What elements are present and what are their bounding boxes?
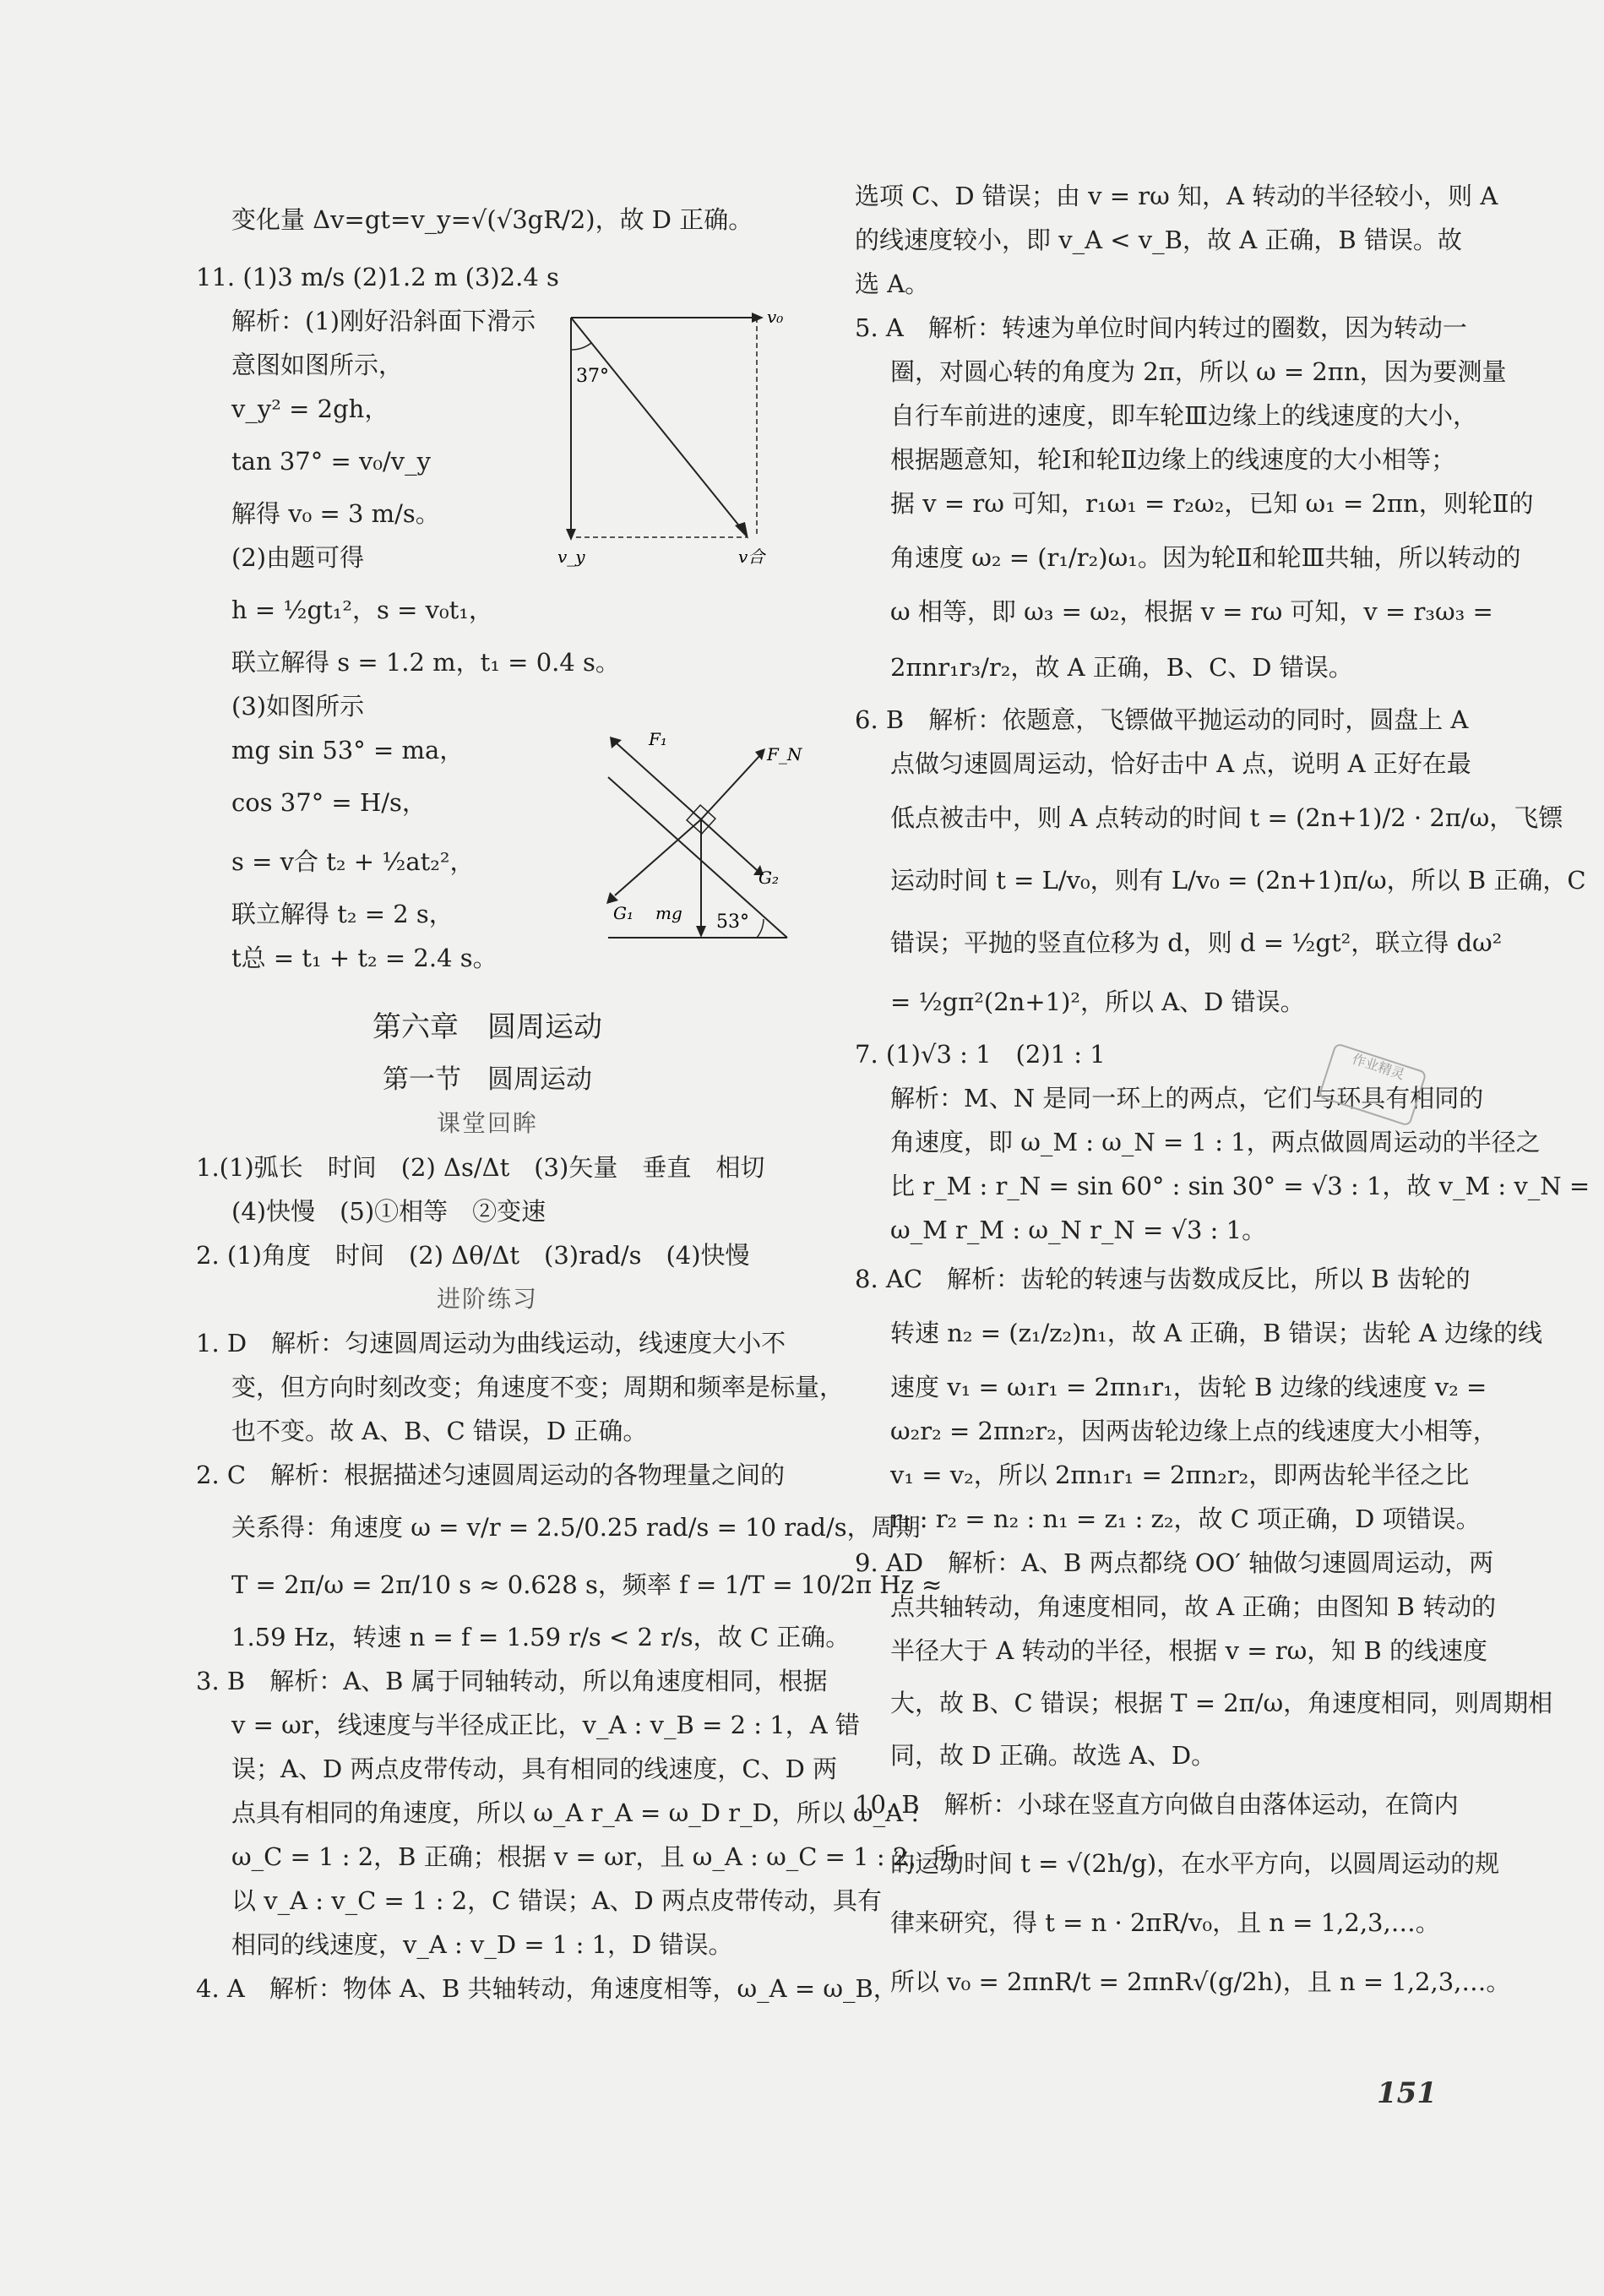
text-line: (3)如图所示 [231, 692, 365, 721]
answer-line: 角速度 ω₂ = (r₁/r₂)ω₁。因为轮Ⅱ和轮Ⅲ共轴，所以转动的 [890, 543, 1521, 572]
answer-line: 5. A 解析：转速为单位时间内转过的圈数，因为转动一 [855, 313, 1467, 342]
formula-line: tan 37° = v₀/v_y [231, 447, 432, 476]
answer-line: ω 相等，即 ω₃ = ω₂，根据 v = rω 可知，v = r₃ω₃ = [890, 597, 1493, 626]
answer-line: 变，但方向时刻改变；角速度不变；周期和频率是标量， [231, 1373, 845, 1401]
answer-line: 点具有相同的角速度，所以 ω_A r_A = ω_D r_D，所以 ω_A : [231, 1798, 920, 1827]
answer-line: 误；A、D 两点皮带传动，具有相同的线速度，C、D 两 [231, 1755, 838, 1783]
figure-force-diagram [591, 726, 802, 955]
answer-line: 以 v_A : v_C = 1 : 2，C 错误；A、D 两点皮带传动，具有 [231, 1886, 882, 1915]
subsection-title: 课堂回眸 [436, 1109, 538, 1137]
answer-line: 半径大于 A 转动的半径，根据 v = rω，知 B 的线速度 [890, 1636, 1487, 1665]
page-number: 151 [1377, 2076, 1437, 2110]
answer-line: 角速度，即 ω_M : ω_N = 1 : 1，两点做圆周运动的半径之 [890, 1128, 1541, 1156]
answer-line: v = ωr，线速度与半径成正比，v_A : v_B = 2 : 1，A 错 [231, 1711, 860, 1739]
answer-line: 10. B 解析：小球在竖直方向做自由落体运动，在筒内 [855, 1790, 1459, 1819]
answer-line: 圈，对圆心转的角度为 2π，所以 ω = 2πn，因为要测量 [890, 357, 1507, 386]
answer-line: 相同的线速度，v_A : v_D = 1 : 1，D 错误。 [231, 1930, 733, 1959]
answer-line: 2. C 解析：根据描述匀速圆周运动的各物理量之间的 [196, 1461, 786, 1489]
answer-line: T = 2π/ω = 2π/10 s ≈ 0.628 s，频率 f = 1/T = 10/2π Hz ≈ [231, 1570, 943, 1599]
text-line: 联立解得 t₂ = 2 s， [231, 900, 454, 928]
answer-line: 据 v = rω 可知，r₁ω₁ = r₂ω₂，已知 ω₁ = 2πn，则轮Ⅱ的 [890, 489, 1534, 518]
answer-line: 7. (1)√3 : 1 (2)1 : 1 [855, 1040, 1106, 1069]
answer-line: 8. AC 解析：齿轮的转速与齿数成反比，所以 B 齿轮的 [855, 1265, 1471, 1293]
answer-line: 的线速度较小，即 v_A < v_B，故 A 正确，B 错误。故 [855, 226, 1462, 254]
figure-velocity-diagram [557, 304, 794, 574]
chapter-title: 第六章 圆周运动 [372, 1010, 602, 1044]
angle-label: 53° [716, 911, 749, 933]
answer-line: 点做匀速圆周运动，恰好击中 A 点，说明 A 正好在最 [890, 749, 1471, 778]
answer-line: 同，故 D 正确。故选 A、D。 [890, 1741, 1216, 1770]
answer-1: 1.(1)弧长 时间 (2) Δs/Δt (3)矢量 垂直 相切 [196, 1153, 765, 1182]
mg-label: mg [655, 903, 682, 923]
answer-line: 错误；平抛的竖直位移为 d，则 d = ½gt²，联立得 dω² [890, 928, 1503, 957]
answer-line: 点共轴转动，角速度相同，故 A 正确；由图知 B 转动的 [890, 1592, 1497, 1621]
answer-line: 速度 v₁ = ω₁r₁ = 2πn₁r₁，齿轮 B 边缘的线速度 v₂ = [890, 1373, 1487, 1401]
text-line: 解得 v₀ = 3 m/s。 [231, 499, 440, 528]
answer-line: 转速 n₂ = (z₁/z₂)n₁，故 A 正确，B 错误；齿轮 A 边缘的线 [890, 1319, 1543, 1347]
angle-label: 37° [576, 366, 609, 387]
v0-label: v₀ [767, 307, 784, 327]
formula-line: mg sin 53° = ma， [231, 736, 465, 764]
formula-line: h = ½gt₁²，s = v₀t₁， [231, 596, 493, 624]
answer-line: 关系得：角速度 ω = v/r = 2.5/0.25 rad/s = 10 rad/s，周期 [231, 1513, 921, 1542]
subsection-title: 进阶练习 [436, 1285, 538, 1313]
answer-line: 自行车前进的速度，即车轮Ⅲ边缘上的线速度的大小， [890, 401, 1477, 430]
vy-label: v_y [557, 547, 585, 567]
g2-label: G₂ [759, 868, 779, 888]
formula-line: cos 37° = H/s， [231, 788, 427, 817]
answer-line: 选 A。 [855, 269, 930, 298]
answer-line: = ½gπ²(2n+1)²，所以 A、D 错误。 [890, 987, 1305, 1016]
fn-label: F_N [767, 744, 802, 764]
answer-line: r₁ : r₂ = n₂ : n₁ = z₁ : z₂，故 C 项正确，D 项错误。 [890, 1504, 1481, 1533]
text-line: 变化量 Δv=gt=v_y=√(√3gR/2)，故 D 正确。 [231, 205, 753, 234]
answer-line: 1. D 解析：匀速圆周运动为曲线运动，线速度大小不 [196, 1329, 786, 1357]
answer-line: 9. AD 解析：A、B 两点都绕 OO′ 轴做匀速圆周运动，两 [855, 1548, 1494, 1577]
text-line: 解析：(1)刚好沿斜面下滑示 [231, 307, 536, 335]
answer-line: 低点被击中，则 A 点转动的时间 t = (2n+1)/2 · 2π/ω，飞镖 [890, 803, 1563, 832]
answer-1-cont: (4)快慢 (5)①相等 ②变速 [231, 1197, 546, 1226]
answer-line: 3. B 解析：A、B 属于同轴转动，所以角速度相同，根据 [196, 1667, 828, 1695]
answer-line: 也不变。故 A、B、C 错误，D 正确。 [231, 1417, 648, 1445]
answer-line: 6. B 解析：依题意，飞镖做平抛运动的同时，圆盘上 A [855, 705, 1469, 734]
answer-line: 解析：M、N 是同一环上的两点，它们与环具有相同的 [890, 1084, 1484, 1113]
answer-11-header: 11. (1)3 m/s (2)1.2 m (3)2.4 s [196, 263, 559, 291]
answer-line: 运动时间 t = L/v₀，则有 L/v₀ = (2n+1)π/ω，所以 B 正确，C [890, 866, 1586, 895]
text-line: 联立解得 s = 1.2 m，t₁ = 0.4 s。 [231, 648, 620, 677]
answer-line: 所以 v₀ = 2πnR/t = 2πnR√(g/2h)，且 n = 1,2,3,…。 [890, 1967, 1511, 1996]
f1-label: F₁ [649, 729, 667, 749]
answer-line: ω_M r_M : ω_N r_N = √3 : 1。 [890, 1216, 1267, 1244]
text-line: (2)由题可得 [231, 543, 365, 572]
g1-label: G₁ [613, 903, 633, 923]
answer-line: ω_C = 1 : 2，B 正确；根据 v = ωr，且 ω_A : ω_C = 1 : 2，所 [231, 1842, 958, 1871]
watermark-stamp: 作业精灵 [1318, 1042, 1427, 1127]
answer-line: 2πnr₁r₃/r₂，故 A 正确，B、C、D 错误。 [890, 653, 1353, 682]
answer-line: ω₂r₂ = 2πn₂r₂，因两齿轮边缘上点的线速度大小相等， [890, 1417, 1498, 1445]
text-line: t总 = t₁ + t₂ = 2.4 s。 [231, 944, 498, 972]
answer-line: 的运动时间 t = √(2h/g)，在水平方向，以圆周运动的规 [890, 1849, 1500, 1878]
answer-line: v₁ = v₂，所以 2πn₁r₁ = 2πn₂r₂，即两齿轮半径之比 [890, 1461, 1470, 1489]
answer-line: 大，故 B、C 错误；根据 T = 2π/ω，角速度相同，则周期相 [890, 1689, 1553, 1717]
vhe-label: v合 [738, 547, 765, 567]
text-line: 意图如图所示， [231, 351, 404, 379]
answer-line: 1.59 Hz，转速 n = f = 1.59 r/s < 2 r/s，故 C 正确。 [231, 1623, 851, 1651]
answer-line: 4. A 解析：物体 A、B 共轴转动，角速度相等，ω_A = ω_B， [196, 1974, 898, 2003]
answer-line: 选项 C、D 错误；由 v = rω 知，A 转动的半径较小，则 A [855, 182, 1498, 210]
formula-line: s = v合 t₂ + ½at₂²， [231, 847, 475, 876]
answer-line: 比 r_M : r_N = sin 60° : sin 30° = √3 : 1，故 v_M : v_N = [890, 1172, 1590, 1200]
answer-line: 根据题意知，轮Ⅰ和轮Ⅱ边缘上的线速度的大小相等； [890, 445, 1456, 474]
answer-2: 2. (1)角度 时间 (2) Δθ/Δt (3)rad/s (4)快慢 [196, 1241, 750, 1270]
section-title: 第一节 圆周运动 [383, 1064, 592, 1095]
answer-line: 律来研究，得 t = n · 2πR/v₀，且 n = 1,2,3,…。 [890, 1908, 1440, 1937]
formula-line: v_y² = 2gh， [231, 394, 389, 423]
